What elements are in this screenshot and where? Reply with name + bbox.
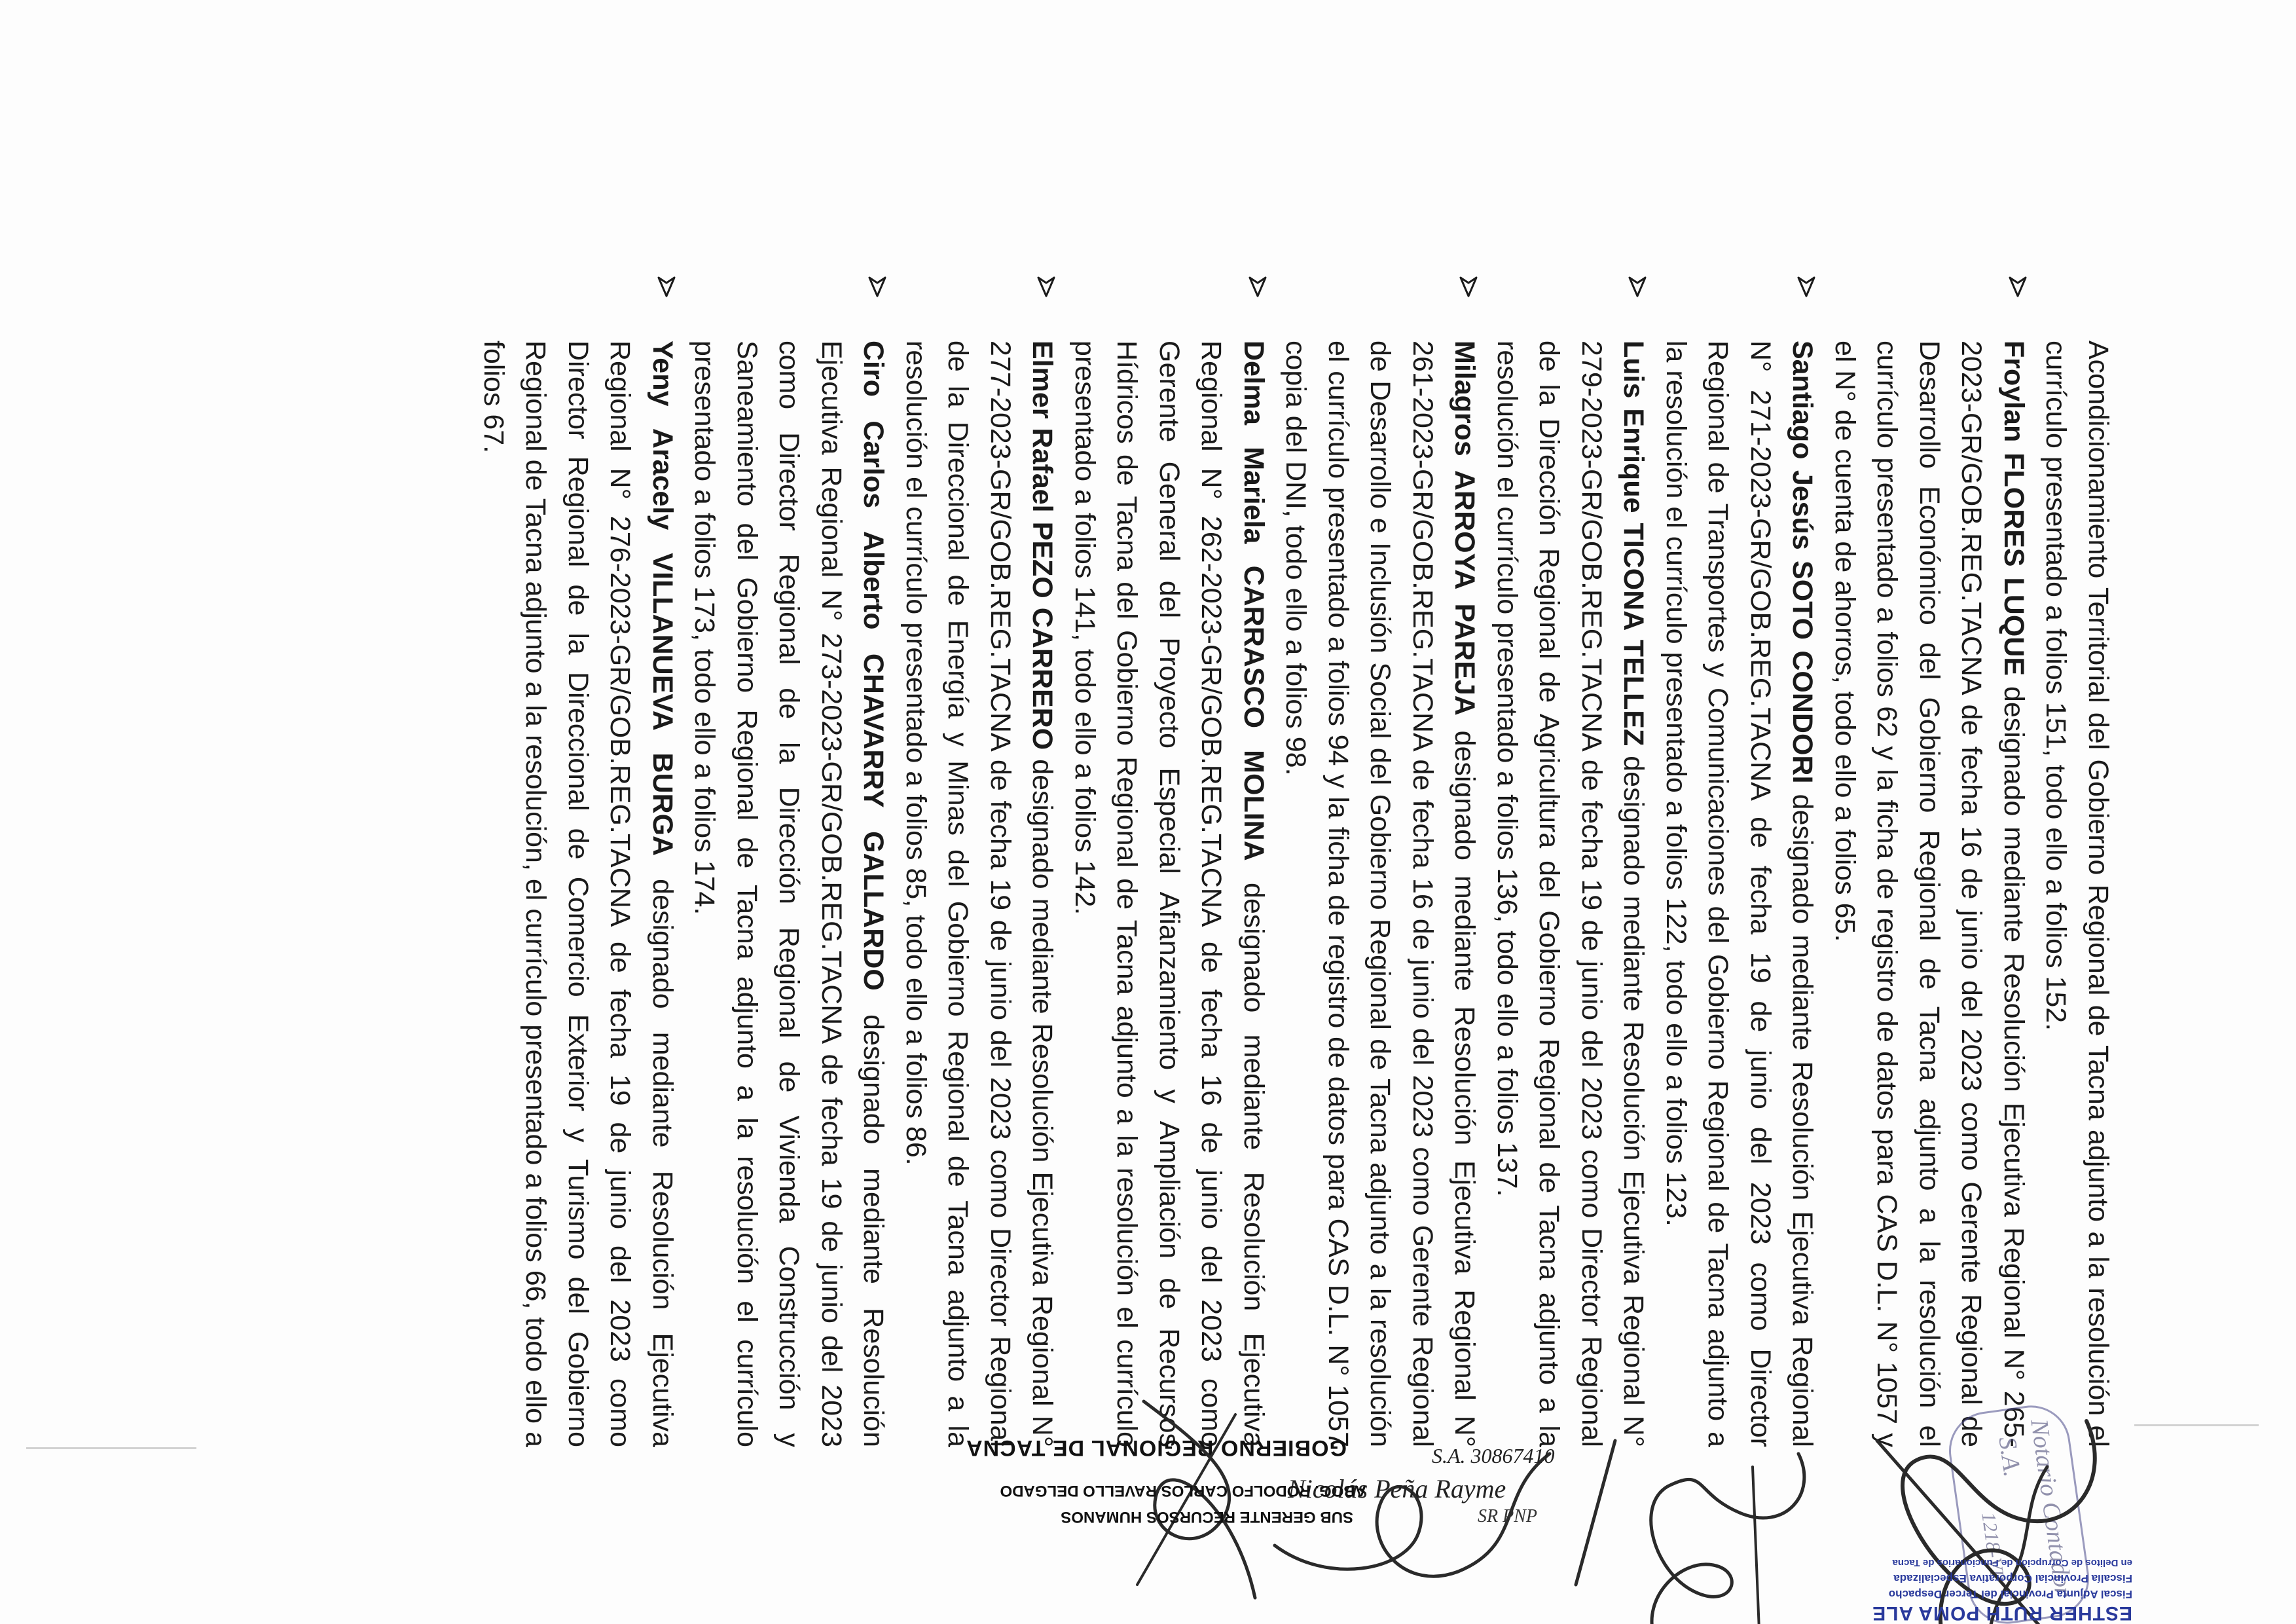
arrow-bullet-icon	[1626, 275, 1650, 299]
entry-item	[1655, 341, 1824, 1447]
entry-text: designado mediante Resolución Ejecutiva Regional N° 265-2023-GR/GOB.REG.TACNA de fecha 16 de junio del 2023 como Gerente Regional de Desarrollo Económico del Gobierno Regional de Tacna adjunto a la resolución el currículo presentado a folios 62 y la ficha de registro de datos para CAS D.L. N° 1057 y el N° de cuenta de ahorros, todo ello a folios 65.	[1829, 341, 2030, 1447]
intro-paragraph: Acondicionamiento Territorial del Gobierno Regional de Tacna adjunto a la resolución el currículo presentado a folios 151, todo ello a folios 152.	[2040, 341, 2114, 1447]
gobierno-title: GOBIERNO REGIONAL DE TACNA	[966, 1435, 1347, 1460]
entry-name: Elmer Rafael PEZO CARRERO	[1027, 341, 1059, 750]
abogado-name: ABOG. RODOLFO CARLOS RAVELLO DELGADO	[1000, 1482, 1366, 1500]
arrow-bullet-icon	[655, 275, 678, 299]
arrow-bullet-icon	[1795, 275, 1819, 299]
signatory-rank: SR PNP	[1478, 1506, 1537, 1526]
entry-name: Ciro Carlos Alberto CHAVARRY GALLARDO	[858, 341, 890, 991]
arrow-bullet-icon	[1246, 275, 1269, 299]
entry-name: Yeny Aracely VILLANUEVA BURGA	[647, 341, 678, 857]
entry-item	[1824, 341, 2035, 1447]
fiscal-stamp-line: Fiscal Adjunta Provincial del Tercer Despacho	[1888, 1588, 2132, 1600]
fiscal-stamp-line: Fiscalía Provincial Corporativa Especializada	[1893, 1572, 2132, 1585]
notary-stamp-line: Notario Contador	[2025, 1417, 2077, 1599]
entry-item	[683, 341, 895, 1447]
entry-name: Milagros ARROYA PAREJA	[1449, 341, 1481, 716]
entry-item	[1275, 341, 1486, 1447]
handwritten-signature-icon	[1628, 1441, 1825, 1624]
fiscal-stamp	[1838, 1555, 2178, 1624]
notary-stamp-line: 1218-VP	[1977, 1511, 2009, 1583]
entry-text: designado mediante Resolución Ejecutiva Regional N° 279-2023-GR/GOB.REG.TACNA de fecha 19 de junio del 2023 como Director Regional de la Dirección Regional de Agricultura del Gobierno Regional de Tacna adjunto a la resolución el currículo presentado a folios 136, todo ello a folios 137.	[1491, 341, 1650, 1447]
entry-text: designado mediante Resolución Ejecutiva Regional N° 276-2023-GR/GOB.REG.TACNA de fecha 19 de junio del 2023 como Director Regional de la Direccional de Comercio Exterior y Turismo del Gobierno Regional de Tacna adjunto a la resolución, el currículo presentado a folios 66, todo ello a folios 67.	[478, 341, 678, 1447]
scan-noise	[2134, 1424, 2259, 1426]
entry-name: Delma Mariela CARRASCO MOLINA	[1238, 341, 1269, 861]
entry-text: designado mediante Resolución Ejecutiva Regional N° 261-2023-GR/GOB.REG.TACNA de fecha 16 de junio del 2023 como Gerente Regional de Desarrollo e Inclusión Social del Gobierno Regional de Tacna adjunto a la resolución el currículo presentado a folios 94 y la ficha de registro de datos para CAS D.L. N° 1057 copia del DNI, todo ello a folios 98.	[1280, 341, 1481, 1447]
entry-item	[473, 341, 684, 1447]
signatory-name: Nicolás Peña Rayme	[1288, 1474, 1506, 1504]
handwritten-signature-icon	[1118, 1388, 1275, 1611]
entry-item	[1486, 341, 1655, 1447]
arrow-bullet-icon	[2006, 275, 2030, 299]
entry-text: designado mediante Resolución Ejecutiva Regional N° 262-2023-GR/GOB.REG.TACNA de fecha 16 de junio del 2023 como Gerente General del Proyecto Especial Afianzamiento y Ampliación de Recursos Hídricos de Tacna del Gobierno Regional de Tacna adjunto a la resolución el currículo presentado a folios 141, todo ello a folios 142.	[1069, 341, 1269, 1447]
scan-noise	[26, 1447, 196, 1449]
arrow-bullet-icon	[1035, 275, 1059, 299]
entry-text: designado mediante Resolución Ejecutiva Regional N° 271-2023-GR/GOB.REG.TACNA de fecha 19 de junio del 2023 como Director Regional de Transportes y Comunicaciones del Gobierno Regional de Tacna adjunto a la resolución el currículo presentado a folios 122, todo ello a folios 123.	[1660, 341, 1819, 1447]
entry-name: Luis Enrique TICONA TELLEZ	[1618, 341, 1650, 747]
entry-text: designado mediante Resolución Ejecutiva Regional N° 273-2023-GR/GOB.REG.TACNA de fecha 19 de junio del 2023 como Director Regional de la Dirección Regional de Vivienda Construcción y Saneamiento del Gobierno Regional de Tacna adjunto a la resolución el currículo presentado a folios 173, todo ello a folios 174.	[689, 341, 890, 1447]
entry-name: Santiago Jesús SOTO CONDORI	[1787, 341, 1819, 784]
entry-text: designado mediante Resolución Ejecutiva Regional N° 277-2023-GR/GOB.REG.TACNA de fecha 19 de junio del 2023 como Director Regional de la Direccional de Energía y Minas del Gobierno Regional de Tacna adjunto a la resolución el currículo presentado a folios 85, todo ello a folios 86.	[900, 341, 1059, 1447]
entry-name: Froylan FLORES LUQUE	[1998, 341, 2030, 676]
document-body	[473, 341, 2120, 1447]
fiscal-stamp-line: en Delitos de Corrupción de Funcionarios de Tacna	[1892, 1557, 2132, 1568]
entry-item	[895, 341, 1064, 1447]
arrow-bullet-icon	[1457, 275, 1481, 299]
entry-item	[1064, 341, 1275, 1447]
arrow-bullet-icon	[866, 275, 890, 299]
notary-stamp-line: S.A.	[1993, 1435, 2026, 1479]
signatory-dni: S.A. 30867410	[1432, 1444, 1555, 1467]
abogado-post: SUB GERENTE RECURSOS HUMANOS	[1061, 1508, 1353, 1526]
fiscal-stamp-name: ESTHER RUTH POMA ALE	[1872, 1602, 2132, 1624]
